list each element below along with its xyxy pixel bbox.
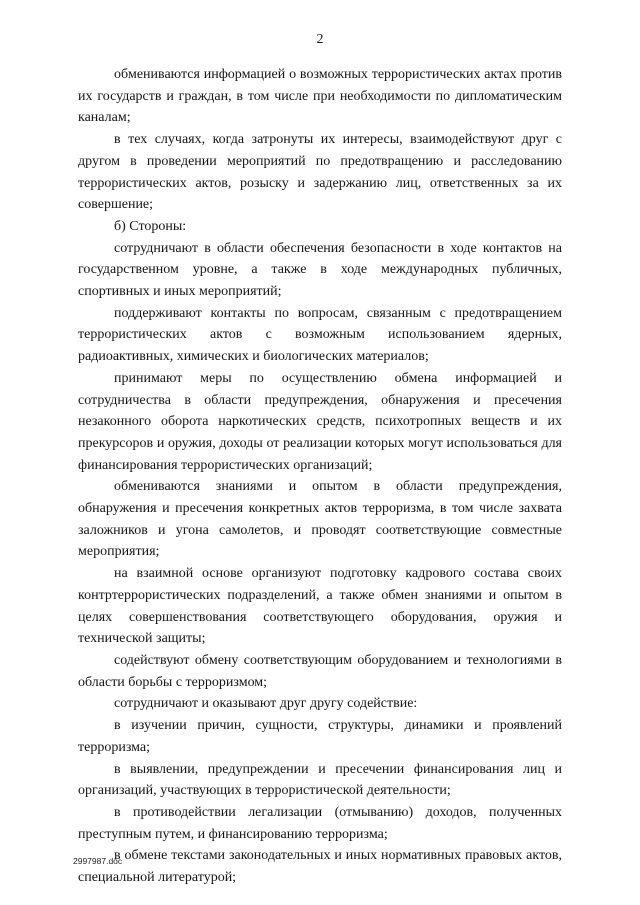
paragraph: в выявлении, предупреждении и пресечении финансирования лиц и организаций, участвующих в террористической деятельности; xyxy=(78,761,562,799)
paragraph: сотрудничают и оказывают друг другу содействие: xyxy=(114,696,418,712)
paragraph: обмениваются информацией о возможных террористических актах против их государств и граждан, в том числе при необходимости по дипломатическим каналам; xyxy=(78,67,562,126)
paragraph: содействуют обмену соответствующим оборудованием и технологиями в области борьбы с терроризмом; xyxy=(78,652,562,690)
footer-filename: 2997987.doc xyxy=(73,856,123,866)
paragraph: обмениваются знаниями и опытом в области предупреждения, обнаружения и пресечения конкретных актов терроризма, в том числе захвата заложников и угона самолетов, и проводят соответствующие совместные мероприятия; xyxy=(78,479,562,560)
paragraph: б) Стороны: xyxy=(114,218,187,234)
page-number: 2 xyxy=(316,32,324,47)
paragraph: поддерживают контакты по вопросам, связанным с предотвращением террористических актов с возможным использованием ядерных, радиоактивных, химических и биологических материалов; xyxy=(78,305,562,365)
paragraph: в обмене текстами законодательных и иных нормативных правовых актов, специальной литературой; xyxy=(78,848,562,886)
paragraph: принимают меры по осуществлению обмена информацией и сотрудничества в области предупреждения, обнаружения и пресечения незаконного оборота наркотических средств, психотропных веществ и их прекурсоров и оружия, доходы от реализации которых могут использоваться для финансирования террористических организаций; xyxy=(78,370,562,473)
paragraph: в изучении причин, сущности, структуры, динамики и проявлений терроризма; xyxy=(78,718,562,755)
paragraph: на взаимной основе организуют подготовку кадрового состава своих контртеррористических подразделений, а также обмен знаниями и опытом в целях совершенствования соответствующего оборудования, оружия и технической защиты; xyxy=(78,566,562,647)
paragraph: в противодействии легализации (отмыванию) доходов, полученных преступным путем, и финансированию терроризма; xyxy=(78,804,562,842)
paragraph: сотрудничают в области обеспечения безопасности в ходе контактов на государственном уровне, а также в ходе международных публичных, спортивных и иных мероприятий; xyxy=(78,240,562,300)
document-body xyxy=(78,64,562,889)
paragraph: в тех случаях, когда затронуты их интересы, взаимодействуют друг с другом в проведении мероприятий по предотвращению и расследованию террористических актов, розыску и задержанию лиц, ответственных за их совершение; xyxy=(78,132,562,213)
